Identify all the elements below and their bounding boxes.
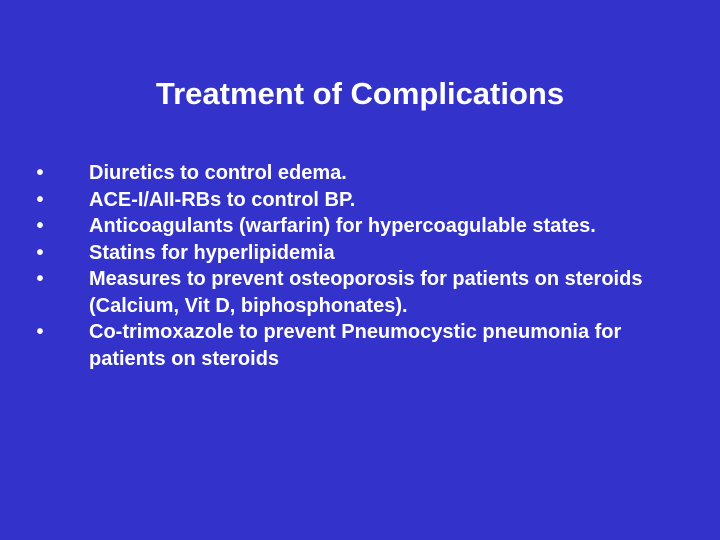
bullet-marker: •	[36, 241, 44, 264]
bullet-text: Measures to prevent osteoporosis for patients on steroids (Calcium, Vit D, biphosphonates).	[89, 268, 643, 317]
bullet-text: Anticoagulants (warfarin) for hypercoagulable states.	[89, 215, 596, 237]
bullet-marker: •	[36, 162, 44, 184]
slide-title: Treatment of Complications	[155, 76, 565, 111]
bullet-item-statins	[30, 240, 670, 267]
bullet-text: ACE-I/AII-RBs to control BP.	[89, 188, 356, 211]
bullet-marker: •	[36, 321, 44, 343]
bullet-text: Statins for hyperlipidemia	[89, 241, 335, 264]
bullet-marker: •	[36, 268, 44, 290]
bullet-item-osteoporosis	[30, 266, 670, 319]
bullet-text: Co-trimoxazole to prevent Pneumocystic pneumonia for patients on steroids	[89, 321, 622, 370]
bullet-marker: •	[36, 215, 44, 237]
bullet-list	[30, 160, 670, 372]
bullet-text: Diuretics to control edema.	[89, 162, 347, 184]
bullet-item-co-trimoxazole	[30, 319, 670, 372]
bullet-marker: •	[36, 188, 44, 211]
bullet-item-diuretics	[30, 160, 670, 187]
bullet-item-ace-inhibitors	[30, 187, 670, 214]
bullet-item-anticoagulants	[30, 213, 670, 240]
